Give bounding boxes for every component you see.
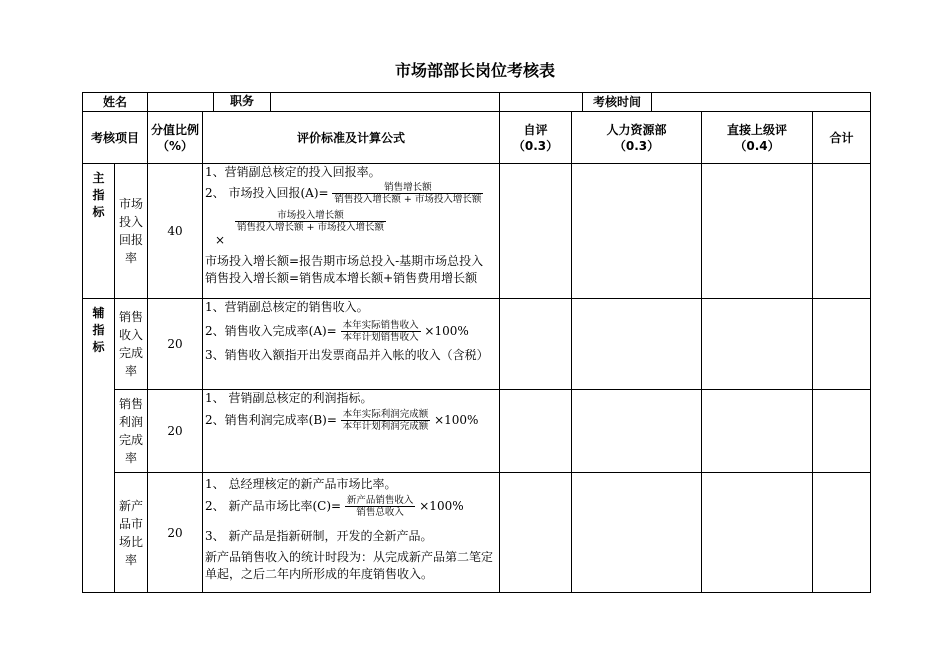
fraction	[332, 182, 483, 205]
table-row	[83, 473, 871, 593]
time-value-cell[interactable]	[652, 93, 870, 111]
formula-line	[205, 409, 497, 432]
fraction-numerator: 市场投入增长额	[235, 210, 386, 222]
supervisor-score-cell[interactable]	[702, 390, 813, 473]
fraction-denominator: 销售投入增长额 + 市场投入增长额	[334, 194, 482, 205]
hr-score-cell[interactable]	[572, 390, 702, 473]
group-aux: 辅 指 标	[83, 299, 115, 593]
position-value-cell[interactable]	[271, 93, 499, 111]
score-cell: 20	[148, 299, 203, 390]
supervisor-score-cell[interactable]	[702, 164, 813, 299]
header-hr	[572, 112, 702, 164]
fraction	[235, 210, 386, 233]
criteria-line: 销售投入增长额=销售成本增长额+销售费用增长额	[205, 271, 478, 285]
table-row	[83, 390, 871, 473]
group-main: 主 指 标	[83, 164, 115, 299]
info-row	[83, 93, 871, 112]
fraction	[345, 495, 416, 518]
percent-suffix: ×100%	[424, 324, 469, 338]
times-sign: ×	[215, 233, 226, 247]
criteria-line: 单起，之后二年内所形成的年度销售收入。	[205, 567, 434, 581]
time-label: 考核时间	[583, 93, 652, 111]
self-score-cell[interactable]	[500, 390, 572, 473]
header-total: 合计	[813, 112, 871, 164]
criteria-line: 1、营销副总核定的投入回报率。	[205, 165, 381, 179]
percent-suffix: ×100%	[434, 413, 479, 427]
header-score-l2: （%）	[157, 138, 194, 153]
position-label: 职务	[214, 93, 271, 111]
hr-score-cell[interactable]	[572, 164, 702, 299]
fraction-numerator: 本年实际利润完成额	[342, 409, 429, 420]
supervisor-score-cell[interactable]	[702, 473, 813, 593]
header-self-l2: （0.3）	[512, 138, 559, 153]
total-cell[interactable]	[813, 299, 871, 390]
header-sup-l2: （0.4）	[734, 138, 780, 153]
self-score-cell[interactable]	[500, 299, 572, 390]
item-market-roi: 市场 投入 回报 率	[115, 164, 148, 299]
formula-line	[205, 320, 497, 343]
criteria-line: 3、销售收入额指开出发票商品并入帐的收入（含税）	[205, 348, 489, 362]
criteria-cell	[203, 473, 500, 593]
formula-prefix: 2、 新产品市场比率(C)=	[205, 499, 342, 513]
header-criteria: 评价标准及计算公式	[203, 112, 500, 164]
table-row	[83, 164, 871, 299]
fraction-denominator: 销售投入增长额 + 市场投入增长额	[237, 222, 385, 233]
header-self-l1: 自评	[523, 122, 548, 137]
fraction-denominator: 本年计划利润完成额	[342, 421, 429, 432]
formula-line	[205, 210, 497, 233]
criteria-line: 1、 营销副总核定的利润指标。	[205, 391, 373, 405]
formula-prefix: 2、 市场投入回报(A)=	[205, 186, 329, 200]
fraction	[341, 409, 431, 432]
total-cell[interactable]	[813, 164, 871, 299]
score-cell: 20	[148, 390, 203, 473]
total-cell[interactable]	[813, 473, 871, 593]
item-sales-revenue: 销售 收入 完成 率	[115, 299, 148, 390]
header-self	[500, 112, 572, 164]
page-title: 市场部部长岗位考核表	[394, 61, 555, 80]
item-new-product: 新产 品市 场比 率	[115, 473, 148, 593]
header-supervisor	[702, 112, 813, 164]
criteria-cell	[203, 390, 500, 473]
header-hr-l2: （0.3）	[613, 138, 660, 153]
info-mid	[148, 93, 500, 112]
hr-score-cell[interactable]	[572, 473, 702, 593]
header-hr-l1: 人力资源部	[606, 122, 667, 137]
criteria-cell	[203, 299, 500, 390]
score-cell: 20	[148, 473, 203, 593]
header-row	[83, 112, 871, 164]
self-score-cell[interactable]	[500, 473, 572, 593]
fraction-denominator: 销售总收入	[356, 507, 404, 518]
header-score	[148, 112, 203, 164]
criteria-line: 1、营销副总核定的销售收入。	[205, 300, 369, 314]
criteria-line: 1、 总经理核定的新产品市场比率。	[205, 477, 397, 491]
fraction-numerator: 本年实际销售收入	[342, 320, 419, 331]
name-value-cell[interactable]	[148, 93, 214, 111]
score-cell: 40	[148, 164, 203, 299]
percent-suffix: ×100%	[419, 499, 464, 513]
table-row	[83, 299, 871, 390]
formula-prefix: 2、销售收入完成率(A)=	[205, 324, 337, 338]
criteria-cell	[203, 164, 500, 299]
formula-line	[205, 495, 497, 518]
item-sales-profit: 销售 利润 完成 率	[115, 390, 148, 473]
position-value-cell-2[interactable]	[500, 93, 583, 111]
criteria-line: 市场投入增长额=报告期市场总投入-基期市场总投入	[205, 254, 484, 268]
info-right	[500, 93, 871, 112]
supervisor-score-cell[interactable]	[702, 299, 813, 390]
formula-line	[205, 182, 497, 205]
assessment-table	[82, 92, 871, 593]
header-score-l1: 分值比例	[151, 122, 200, 137]
header-item: 考核项目	[83, 112, 148, 164]
formula-prefix: 2、销售利润完成率(B)=	[205, 413, 337, 427]
fraction-numerator: 销售增长额	[332, 182, 483, 194]
hr-score-cell[interactable]	[572, 299, 702, 390]
header-sup-l1: 直接上级评	[727, 122, 788, 137]
total-cell[interactable]	[813, 390, 871, 473]
fraction	[341, 320, 421, 343]
criteria-line: 3、 新产品是指新研制，开发的全新产品。	[205, 529, 433, 543]
fraction-denominator: 本年计划销售收入	[342, 332, 419, 343]
criteria-line: 新产品销售收入的统计时段为：从完成新产品第二笔定	[205, 550, 494, 564]
fraction-numerator: 新产品销售收入	[346, 495, 414, 506]
name-label: 姓名	[83, 93, 148, 112]
self-score-cell[interactable]	[500, 164, 572, 299]
